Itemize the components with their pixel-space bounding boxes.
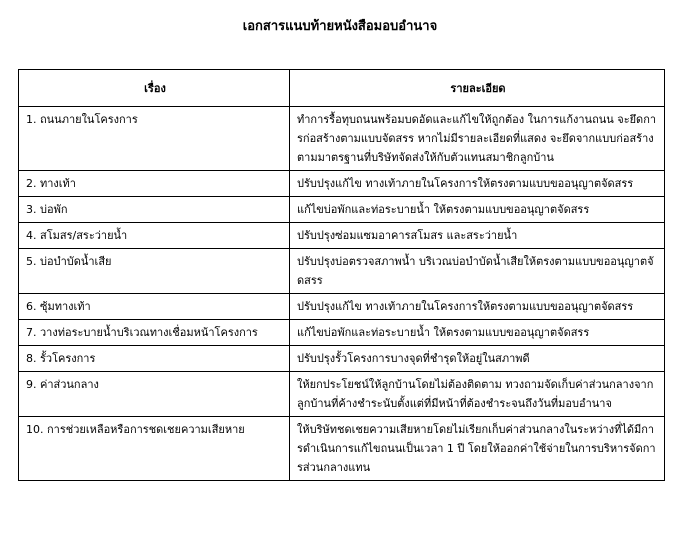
row-detail: ปรับปรุงแก้ไข ทางเท้าภายในโครงการให้ตรงตามแบบขออนุญาตจัดสรร [290,171,665,197]
table-row [19,346,665,372]
row-topic: 6. ซุ้มทางเท้า [19,294,290,320]
row-detail: แก้ไขบ่อพักและท่อระบายน้ำ ให้ตรงตามแบบขออนุญาตจัดสรร [290,320,665,346]
row-detail: ให้ยกประโยชน์ให้ลูกบ้านโดยไม่ต้องติดตาม ทวงถามจัดเก็บค่าส่วนกลางจากลูกบ้านที่ค้างชำระนับตั้งแต่ที่มีหน้าที่ต้องชำระจนถึงวันที่มอบอำนาจ [290,372,665,417]
row-topic: 2. ทางเท้า [19,171,290,197]
row-topic: 4. สโมสร/สระว่ายน้ำ [19,223,290,249]
authorization-attachment-table [18,69,665,481]
row-topic: 7. วางท่อระบายน้ำบริเวณทางเชื่อมหน้าโครงการ [19,320,290,346]
header-topic: เรื่อง [19,70,290,107]
row-topic: 8. รั้วโครงการ [19,346,290,372]
row-detail: ปรับปรุงซ่อมแซมอาคารสโมสร และสระว่ายน้ำ [290,223,665,249]
table-row [19,107,665,171]
table-row [19,249,665,294]
row-detail: ปรับปรุงบ่อตรวจสภาพน้ำ บริเวณบ่อบำบัดน้ำเสียให้ตรงตามแบบขออนุญาตจัดสรร [290,249,665,294]
table-row [19,372,665,417]
row-topic: 10. การช่วยเหลือหรือการชดเชยความเสียหาย [19,417,290,481]
row-topic: 9. ค่าส่วนกลาง [19,372,290,417]
table-row [19,171,665,197]
table-row [19,223,665,249]
table-header-row [19,70,665,107]
document-title: เอกสารแนบท้ายหนังสือมอบอำนาจ [242,19,438,34]
table-row [19,417,665,481]
row-detail: ปรับปรุงรั้วโครงการบางจุดที่ชำรุดให้อยู่ในสภาพดี [290,346,665,372]
row-topic: 3. บ่อพัก [19,197,290,223]
table-row [19,197,665,223]
row-detail: ปรับปรุงแก้ไข ทางเท้าภายในโครงการให้ตรงตามแบบขออนุญาตจัดสรร [290,294,665,320]
row-topic: 1. ถนนภายในโครงการ [19,107,290,171]
table-row [19,320,665,346]
row-detail: แก้ไขบ่อพักและท่อระบายน้ำ ให้ตรงตามแบบขออนุญาตจัดสรร [290,197,665,223]
table-row [19,294,665,320]
row-detail: ให้บริษัทชดเชยความเสียหายโดยไม่เรียกเก็บค่าส่วนกลางในระหว่างที่ได้มีการดำเนินการแก้ไขถนนเป็นเวลา 1 ปี โดยให้ออกค่าใช้จ่ายในการบริหารจัดการส่วนกลางแทน [290,417,665,481]
row-detail: ทำการรื้อทุบถนนพร้อมบดอัดและแก้ไขให้ถูกต้อง ในการแก้งานถนน จะยึดการก่อสร้างตามแบบจัดสรร หากไม่มีรายละเอียดที่แสดง จะยึดจากแบบก่อสร้าง ตามมาตรฐานที่บริษัทจัดส่งให้กับตัวแทนสมาชิกลูกบ้าน [290,107,665,171]
header-detail: รายละเอียด [290,70,665,107]
row-topic: 5. บ่อบำบัดน้ำเสีย [19,249,290,294]
